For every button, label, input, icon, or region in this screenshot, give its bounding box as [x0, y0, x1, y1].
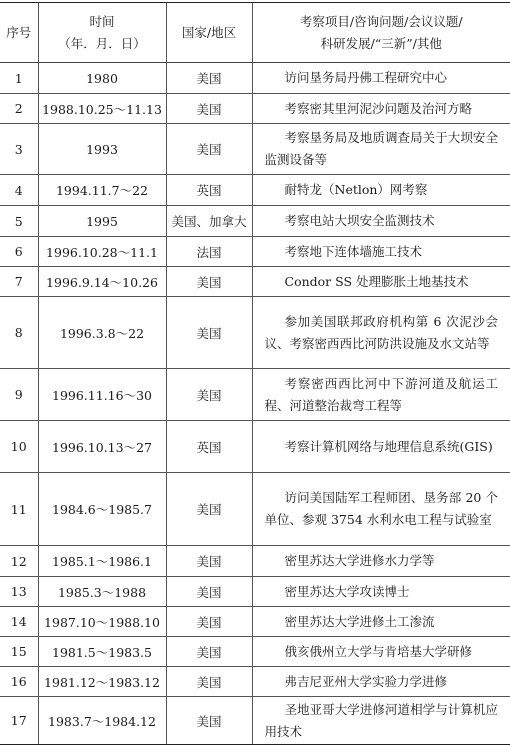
row-topic: 弗吉尼亚州大学实验力学进修	[252, 667, 510, 697]
table-row	[0, 546, 510, 577]
table-row	[0, 637, 510, 667]
row-no: 15	[0, 637, 38, 667]
row-country: 美国	[166, 124, 252, 175]
table-row	[0, 421, 510, 473]
row-time: 1985.1～1986.1	[38, 546, 166, 577]
header-topic	[252, 3, 510, 63]
row-country: 法国	[166, 237, 252, 267]
header-topic-line2: 科研发展/“三新”/其他	[253, 33, 510, 55]
row-no: 7	[0, 267, 38, 297]
row-no: 9	[0, 369, 38, 421]
row-topic: 访问垦务局丹佛工程研究中心	[252, 63, 510, 94]
row-country: 美国	[166, 369, 252, 421]
table-row	[0, 697, 510, 745]
row-topic: 考察地下连体墙施工技术	[252, 237, 510, 267]
header-time-label: 时间	[39, 11, 166, 33]
row-country: 美国	[166, 297, 252, 369]
row-time: 1996.3.8～22	[38, 297, 166, 369]
row-no: 2	[0, 94, 38, 124]
table-row	[0, 124, 510, 175]
header-topic-line1: 考察项目/咨询问题/会议议题/	[253, 11, 510, 33]
header-time-format: （年．月．日）	[39, 33, 166, 55]
row-country: 美国	[166, 697, 252, 745]
row-topic: 参加美国联邦政府机构第 6 次泥沙会议、考察密西西比河防洪设施及水文站等	[252, 297, 510, 369]
row-time: 1987.10～1988.10	[38, 607, 166, 637]
row-time: 1983.7～1984.12	[38, 697, 166, 745]
row-no: 10	[0, 421, 38, 473]
row-topic: 考察垦务局及地质调查局关于大坝安全监测设备等	[252, 124, 510, 175]
row-time: 1996.10.13～27	[38, 421, 166, 473]
row-no: 8	[0, 297, 38, 369]
row-no: 13	[0, 577, 38, 607]
row-topic: 考察密其里河泥沙问题及治河方略	[252, 94, 510, 124]
row-topic: 耐特龙（Netlon）网考察	[252, 175, 510, 206]
table-row	[0, 267, 510, 297]
row-country: 美国	[166, 667, 252, 697]
row-topic: 密里苏达大学进修水力学等	[252, 546, 510, 577]
row-time: 1985.3～1988	[38, 577, 166, 607]
table-row	[0, 369, 510, 421]
row-time: 1984.6～1985.7	[38, 473, 166, 546]
header-time	[38, 3, 166, 63]
table-row	[0, 607, 510, 637]
row-topic: 考察电站大坝安全监测技术	[252, 206, 510, 237]
row-no: 6	[0, 237, 38, 267]
row-no: 12	[0, 546, 38, 577]
row-country: 美国	[166, 607, 252, 637]
table-row	[0, 667, 510, 697]
row-no: 11	[0, 473, 38, 546]
row-country: 美国	[166, 473, 252, 546]
row-country: 美国、加拿大	[166, 206, 252, 237]
visit-records-table	[0, 2, 510, 745]
table-row	[0, 175, 510, 206]
row-time: 1993	[38, 124, 166, 175]
row-time: 1981.5～1983.5	[38, 637, 166, 667]
header-no: 序号	[0, 3, 38, 63]
table-row	[0, 473, 510, 546]
row-no: 4	[0, 175, 38, 206]
row-time: 1996.9.14～10.26	[38, 267, 166, 297]
row-country: 美国	[166, 637, 252, 667]
row-topic: 访问美国陆军工程师团、垦务部 20 个单位、参观 3754 水利水电工程与试验室	[252, 473, 510, 546]
row-country: 美国	[166, 94, 252, 124]
row-time: 1980	[38, 63, 166, 94]
row-country: 美国	[166, 577, 252, 607]
row-no: 1	[0, 63, 38, 94]
table-row	[0, 297, 510, 369]
table-row	[0, 63, 510, 94]
table-row	[0, 577, 510, 607]
table-header-row	[0, 3, 510, 63]
row-time: 1994.11.7～22	[38, 175, 166, 206]
row-topic: Condor SS 处理膨胀土地基技术	[252, 267, 510, 297]
row-no: 14	[0, 607, 38, 637]
row-no: 5	[0, 206, 38, 237]
row-country: 美国	[166, 546, 252, 577]
row-time: 1996.11.16～30	[38, 369, 166, 421]
row-topic: 考察密西西比河中下游河道及航运工程、河道整治裁弯工程等	[252, 369, 510, 421]
row-topic: 考察计算机网络与地理信息系统(GIS)	[252, 421, 510, 473]
row-country: 美国	[166, 63, 252, 94]
row-country: 美国	[166, 267, 252, 297]
row-topic: 俄亥俄州立大学与肯培基大学研修	[252, 637, 510, 667]
row-country: 英国	[166, 421, 252, 473]
table-row	[0, 94, 510, 124]
row-time: 1996.10.28～11.1	[38, 237, 166, 267]
row-no: 16	[0, 667, 38, 697]
row-no: 3	[0, 124, 38, 175]
row-country: 英国	[166, 175, 252, 206]
row-time: 1988.10.25～11.13	[38, 94, 166, 124]
header-country: 国家/地区	[166, 3, 252, 63]
row-topic: 密里苏达大学攻读博士	[252, 577, 510, 607]
row-no: 17	[0, 697, 38, 745]
row-topic: 圣地亚哥大学进修河道相学与计算机应用技术	[252, 697, 510, 745]
table-row	[0, 237, 510, 267]
row-topic: 密里苏达大学进修土工渗流	[252, 607, 510, 637]
row-time: 1995	[38, 206, 166, 237]
table-row	[0, 206, 510, 237]
row-time: 1981.12～1983.12	[38, 667, 166, 697]
